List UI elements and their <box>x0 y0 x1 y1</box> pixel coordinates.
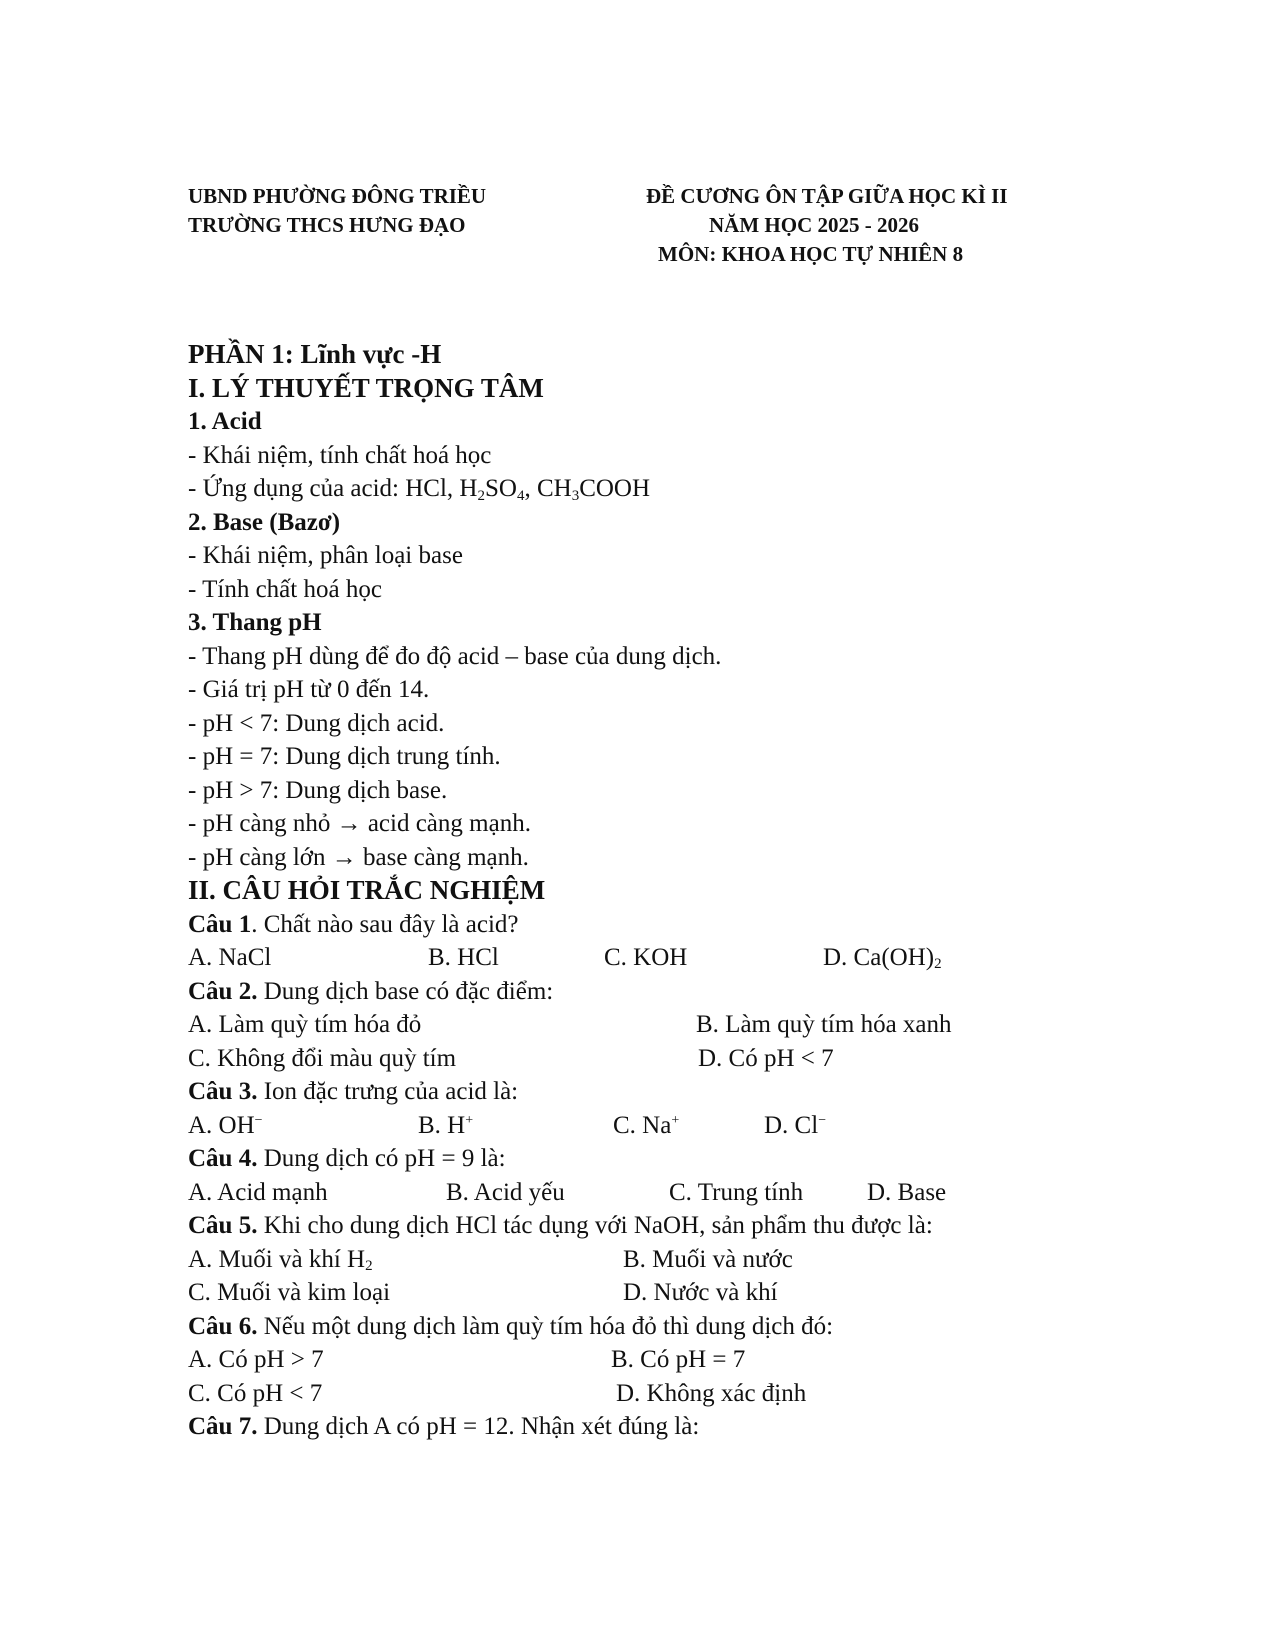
question-6-options-row1 <box>188 1343 1148 1377</box>
question-4-options <box>188 1176 1148 1210</box>
option-a: A. Có pH > 7 <box>188 1346 324 1373</box>
theory-heading: I. LÝ THUYẾT TRỌNG TÂM <box>188 372 544 403</box>
option-d: D. Không xác định <box>616 1379 807 1407</box>
ph-item: - pH < 7: Dung dịch acid. <box>188 709 445 737</box>
header-doc-title: ĐỀ CƯƠNG ÔN TẬP GIỮA HỌC KÌ II <box>646 184 1008 208</box>
base-item-properties: - Tính chất hoá học <box>188 575 382 603</box>
option-b: B. Có pH = 7 <box>611 1346 746 1373</box>
header-authority: UBND PHƯỜNG ĐÔNG TRIỀU <box>188 184 487 208</box>
option-c: C. Không đổi màu quỳ tím <box>188 1044 457 1072</box>
base-item-concept: - Khái niệm, phân loại base <box>188 542 463 569</box>
option-d: D. Có pH < 7 <box>698 1044 834 1072</box>
option-c: C. Có pH < 7 <box>188 1379 323 1407</box>
question-2-options-row1 <box>188 1008 1148 1042</box>
option-d: D. Base <box>867 1178 947 1206</box>
option-a: A. Muối và khí H2 <box>188 1245 373 1274</box>
option-c: C. Muối và kim loại <box>188 1279 391 1306</box>
question-1-options <box>188 941 1148 975</box>
header-subject: MÔN: KHOA HỌC TỰ NHIÊN 8 <box>658 242 964 266</box>
ph-item: - pH = 7: Dung dịch trung tính. <box>188 743 501 770</box>
ph-item: - pH càng lớn → base càng mạnh. <box>188 843 529 871</box>
question-5: Câu 5. Khi cho dung dịch HCl tác dụng với NaOH, sản phẩm thu được là: <box>188 1212 933 1239</box>
acid-item-applications: - Ứng dụng của acid: HCl, $H_2SO_4$, $CH_3COOH$ <box>188 475 651 504</box>
option-d: D. Cl− <box>764 1111 827 1139</box>
ph-heading: 3. Thang pH <box>188 609 322 636</box>
option-c: C. Na+ <box>613 1111 680 1139</box>
base-heading: 2. Base (Bazơ) <box>188 508 341 536</box>
ph-item: - Thang pH dùng để đo độ acid – base của dung dịch. <box>188 642 722 670</box>
acid-heading: 1. Acid <box>188 408 262 435</box>
option-b: B. HCl <box>428 944 499 971</box>
option-b: B. Làm quỳ tím hóa xanh <box>696 1011 952 1038</box>
question-5-options-row2 <box>188 1276 1148 1310</box>
question-7: Câu 7. Dung dịch A có pH = 12. Nhận xét đúng là: <box>188 1413 700 1440</box>
option-d: D. Nước và khí <box>623 1279 778 1306</box>
acid-item-concept: - Khái niệm, tính chất hoá học <box>188 441 492 469</box>
option-a: A. OH− <box>188 1111 263 1139</box>
ph-item: - pH càng nhỏ → acid càng mạnh. <box>188 810 531 837</box>
option-a: A. Acid mạnh <box>188 1178 328 1206</box>
option-b: B. H+ <box>418 1111 474 1139</box>
option-c: C. Trung tính <box>669 1178 804 1206</box>
header-school: TRƯỜNG THCS HƯNG ĐẠO <box>188 213 466 237</box>
ph-item: - Giá trị pH từ 0 đến 14. <box>188 676 430 703</box>
part-title: PHẦN 1: Lĩnh vực -H <box>188 339 442 369</box>
question-5-options-row1 <box>188 1243 1148 1277</box>
option-a: A. Làm quỳ tím hóa đỏ <box>188 1011 422 1038</box>
header-school-year: NĂM HỌC 2025 - 2026 <box>709 213 919 237</box>
question-4: Câu 4. Dung dịch có pH = 9 là: <box>188 1145 506 1172</box>
quiz-heading: II. CÂU HỎI TRẮC NGHIỆM <box>188 875 546 905</box>
question-2-options-row2 <box>188 1042 1148 1076</box>
document-body <box>188 338 1148 1444</box>
question-3: Câu 3. Ion đặc trưng của acid là: <box>188 1078 519 1105</box>
question-6: Câu 6. Nếu một dung dịch làm quỳ tím hóa đỏ thì dung dịch đó: <box>188 1312 834 1340</box>
option-c: C. KOH <box>604 944 688 971</box>
option-d: D. Ca(OH)2 <box>823 944 942 972</box>
option-b: B. Acid yếu <box>446 1178 565 1206</box>
question-3-options <box>188 1109 1148 1143</box>
option-a: A. NaCl <box>188 944 272 971</box>
question-2: Câu 2. Dung dịch base có đặc điểm: <box>188 977 554 1005</box>
question-1: Câu 1. Chất nào sau đây là acid? <box>188 910 519 938</box>
ph-item: - pH > 7: Dung dịch base. <box>188 776 448 804</box>
option-b: B. Muối và nước <box>623 1245 793 1273</box>
question-6-options-row2 <box>188 1377 1148 1411</box>
